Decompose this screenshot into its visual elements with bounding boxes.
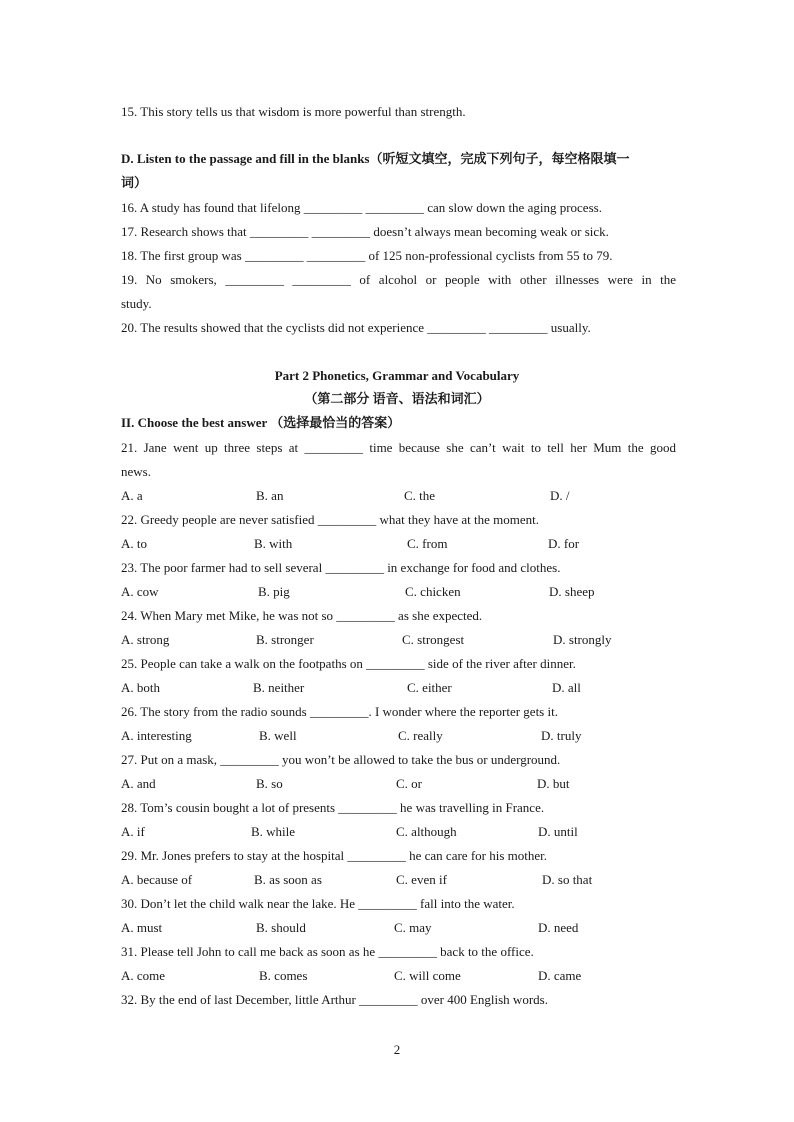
question-16: 16. A study has found that lifelong _________ _________ can slow down the aging process. — [121, 200, 602, 215]
question-31: 31. Please tell John to call me back as soon as he _________ back to the office. — [121, 944, 534, 959]
option-d[interactable]: D. for — [548, 536, 580, 551]
option-a[interactable]: A. cow — [121, 584, 159, 599]
question-19: 19. No smokers, _________ _________ of alcohol or people with other illnesses were in the — [121, 272, 676, 287]
question-22: 22. Greedy people are never satisfied _________ what they have at the moment. — [121, 512, 540, 527]
options-24 — [121, 632, 681, 648]
question-19-cont: study. — [121, 296, 152, 311]
page-number: 2 — [393, 1042, 401, 1057]
option-b[interactable]: B. comes — [259, 968, 308, 983]
option-b[interactable]: B. well — [259, 728, 297, 743]
question-27: 27. Put on a mask, _________ you won’t be allowed to take the bus or underground. — [121, 752, 561, 767]
section-ii-title: II. Choose the best answer （选择最恰当的答案） — [121, 415, 401, 430]
question-26: 26. The story from the radio sounds _________. I wonder where the reporter gets it. — [121, 704, 558, 719]
section-d-title-cont: 词） — [121, 175, 148, 190]
option-d[interactable]: D. need — [538, 920, 579, 935]
option-d[interactable]: D. but — [537, 776, 570, 791]
options-22 — [121, 536, 681, 552]
question-18: 18. The first group was _________ _________ of 125 non-professional cyclists from 55 to 79. — [121, 248, 613, 263]
option-c[interactable]: C. really — [398, 728, 443, 743]
options-25 — [121, 680, 681, 696]
option-c[interactable]: C. or — [396, 776, 422, 791]
option-b[interactable]: B. while — [251, 824, 296, 839]
option-c[interactable]: C. will come — [394, 968, 461, 983]
options-21 — [121, 488, 681, 504]
option-d[interactable]: D. so that — [542, 872, 593, 887]
part2-subtitle: （第二部分 语音、语法和词汇） — [304, 391, 490, 406]
option-a[interactable]: A. come — [121, 968, 166, 983]
option-c[interactable]: C. even if — [396, 872, 447, 887]
option-a[interactable]: A. to — [121, 536, 147, 551]
option-c[interactable]: C. strongest — [402, 632, 465, 647]
part2-title: Part 2 Phonetics, Grammar and Vocabulary — [274, 368, 520, 383]
option-c[interactable]: C. either — [407, 680, 452, 695]
option-a[interactable]: A. a — [121, 488, 143, 503]
question-24: 24. When Mary met Mike, he was not so _________ as she expected. — [121, 608, 483, 623]
question-28: 28. Tom’s cousin bought a lot of presents _________ he was travelling in France. — [121, 800, 545, 815]
question-15: 15. This story tells us that wisdom is more powerful than strength. — [121, 104, 466, 119]
option-c[interactable]: C. from — [407, 536, 448, 551]
option-d[interactable]: D. / — [550, 488, 570, 503]
option-d[interactable]: D. truly — [541, 728, 582, 743]
option-c[interactable]: C. may — [394, 920, 432, 935]
option-b[interactable]: B. as soon as — [254, 872, 322, 887]
option-c[interactable]: C. the — [404, 488, 436, 503]
question-30: 30. Don’t let the child walk near the lake. He _________ fall into the water. — [121, 896, 515, 911]
option-b[interactable]: B. with — [254, 536, 293, 551]
question-32: 32. By the end of last December, little Arthur _________ over 400 English words. — [121, 992, 548, 1007]
question-23: 23. The poor farmer had to sell several _________ in exchange for food and clothes. — [121, 560, 561, 575]
question-21-cont: news. — [121, 464, 151, 479]
option-a[interactable]: A. if — [121, 824, 145, 839]
option-d[interactable]: D. all — [552, 680, 581, 695]
options-27 — [121, 776, 681, 792]
option-b[interactable]: B. should — [256, 920, 306, 935]
option-b[interactable]: B. stronger — [256, 632, 314, 647]
options-26 — [121, 728, 681, 744]
question-25: 25. People can take a walk on the footpaths on _________ side of the river after dinner. — [121, 656, 576, 671]
options-28 — [121, 824, 681, 840]
option-d[interactable]: D. until — [538, 824, 578, 839]
option-c[interactable]: C. although — [396, 824, 457, 839]
option-c[interactable]: C. chicken — [405, 584, 461, 599]
question-17: 17. Research shows that _________ _________ doesn’t always mean becoming weak or sick. — [121, 224, 609, 239]
question-29: 29. Mr. Jones prefers to stay at the hospital _________ he can care for his mother. — [121, 848, 548, 863]
options-23 — [121, 584, 681, 600]
option-d[interactable]: D. came — [538, 968, 582, 983]
option-a[interactable]: A. and — [121, 776, 156, 791]
question-20: 20. The results showed that the cyclists did not experience _________ _________ usually. — [121, 320, 591, 335]
option-b[interactable]: B. neither — [253, 680, 305, 695]
question-21: 21. Jane went up three steps at _________ time because she can’t wait to tell her Mum the good — [121, 440, 676, 455]
option-d[interactable]: D. strongly — [553, 632, 612, 647]
option-a[interactable]: A. because of — [121, 872, 193, 887]
options-31 — [121, 968, 681, 984]
option-a[interactable]: A. interesting — [121, 728, 192, 743]
options-30 — [121, 920, 681, 936]
options-29 — [121, 872, 681, 888]
section-d-title: D. Listen to the passage and fill in the blanks（听短文填空，完成下列句子，每空格限填一 — [121, 151, 630, 166]
option-b[interactable]: B. an — [256, 488, 284, 503]
option-b[interactable]: B. so — [256, 776, 283, 791]
option-b[interactable]: B. pig — [258, 584, 290, 599]
option-a[interactable]: A. must — [121, 920, 163, 935]
option-d[interactable]: D. sheep — [549, 584, 595, 599]
option-a[interactable]: A. both — [121, 680, 160, 695]
option-a[interactable]: A. strong — [121, 632, 170, 647]
